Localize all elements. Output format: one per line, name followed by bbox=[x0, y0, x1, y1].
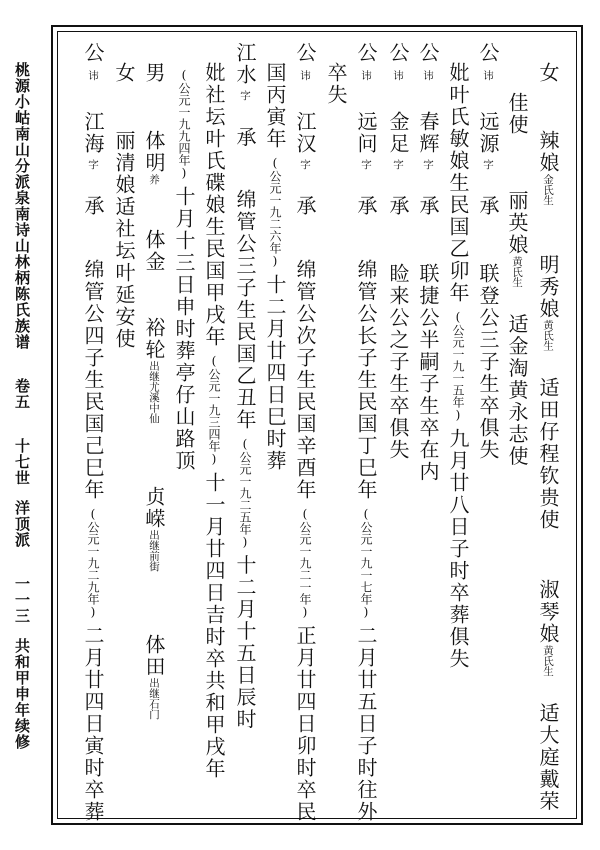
given-name: 江汉 bbox=[293, 110, 317, 155]
son-name: 体金 bbox=[142, 228, 166, 273]
name: 佳使 bbox=[505, 92, 529, 136]
son-name: 体田 bbox=[142, 633, 166, 678]
record: 国丙寅年 bbox=[263, 62, 287, 150]
label-zi: 字 bbox=[360, 158, 372, 169]
mother-note: 黄氏生 bbox=[511, 256, 523, 288]
column-3 bbox=[478, 42, 498, 461]
spine-page: 一一三 bbox=[13, 576, 31, 624]
record: 正月廿四日卯时卒民 bbox=[293, 625, 317, 823]
son-note: 养 bbox=[148, 174, 160, 185]
courtesy-name: 承 bbox=[354, 195, 378, 217]
son-name: 贞嵘 bbox=[142, 485, 166, 530]
courtesy-name: 承 bbox=[233, 126, 257, 149]
record: 十月十三日申时葬亭仔山路顶 bbox=[172, 186, 196, 472]
label-hui: 讳 bbox=[422, 70, 434, 81]
mother-note: 金氏生 bbox=[542, 174, 554, 206]
column-12 bbox=[204, 62, 224, 780]
record: 联登公三子生卒俱失 bbox=[476, 263, 500, 461]
record: 丽清娘适社坛叶延安使 bbox=[112, 130, 136, 350]
record: 妣社坛叶氏碟娘生民国甲戌年 bbox=[202, 62, 226, 348]
courtesy-name: 承 bbox=[476, 195, 500, 217]
label-hui: 讳 bbox=[299, 70, 311, 81]
label-daughter: 女 bbox=[112, 62, 136, 84]
label-zi: 字 bbox=[239, 90, 251, 101]
record: 联捷公半嗣子生卒在内 bbox=[416, 263, 440, 483]
courtesy-name: 承 bbox=[81, 195, 105, 217]
name: 淑琴娘 bbox=[536, 579, 560, 645]
given-name: 江水 bbox=[233, 42, 257, 86]
column-2 bbox=[507, 92, 527, 468]
label-gong: 公 bbox=[416, 42, 440, 64]
spine-volume: 卷五 bbox=[13, 378, 31, 410]
record: 二月廿四日寅时卒葬 bbox=[81, 625, 105, 823]
label-gong: 公 bbox=[81, 42, 105, 64]
label-zi: 字 bbox=[87, 158, 99, 169]
record: 卒失 bbox=[324, 62, 348, 106]
label-zi: 字 bbox=[422, 158, 434, 169]
son-name: 体明 bbox=[142, 130, 166, 174]
label-gong: 公 bbox=[386, 42, 410, 64]
record: 十二月廿四日巳时葬 bbox=[263, 274, 287, 472]
label-gong: 公 bbox=[476, 42, 500, 64]
column-14 bbox=[144, 62, 164, 720]
given-name: 远问 bbox=[354, 110, 378, 155]
name: 辣娘 bbox=[536, 130, 560, 174]
spine bbox=[14, 62, 29, 750]
label-hui: 讳 bbox=[482, 70, 494, 81]
western-year: (公元一九一七年) bbox=[359, 507, 373, 619]
record: 十一月廿四日吉时卒共和甲戌年 bbox=[202, 472, 226, 780]
western-year: (公元一九九四年) bbox=[177, 68, 191, 180]
western-year: (公元一九二五年) bbox=[238, 436, 252, 549]
column-11 bbox=[235, 42, 255, 731]
record: 绵管公长子生民国丁巳年 bbox=[354, 259, 378, 501]
courtesy-name: 承 bbox=[416, 195, 440, 217]
spine-title: 桃源小岵南山分派泉南诗山林柄陈氏族谱 bbox=[13, 62, 31, 350]
label-hui: 讳 bbox=[360, 70, 372, 81]
label-zi: 字 bbox=[392, 158, 404, 169]
western-year: (公元一九二九年) bbox=[86, 507, 100, 619]
son-note: 出继尤溪中仙 bbox=[148, 360, 160, 424]
given-name: 远源 bbox=[476, 110, 500, 155]
record: 绵管公次子生民国辛酉年 bbox=[293, 259, 317, 501]
son-note: 出继石门 bbox=[148, 677, 160, 720]
column-13 bbox=[174, 68, 194, 472]
record: 绵管公三子生民国乙丑年 bbox=[233, 188, 257, 431]
spine-edition: 共和甲申年续修 bbox=[13, 638, 31, 750]
column-7 bbox=[356, 42, 376, 823]
mother-note: 黄氏生 bbox=[542, 319, 554, 351]
column-1 bbox=[538, 62, 558, 813]
column-4 bbox=[448, 62, 468, 670]
label-zi: 字 bbox=[299, 158, 311, 169]
column-5 bbox=[418, 42, 438, 483]
record: 十二月十五日辰时 bbox=[233, 554, 257, 731]
label-hui: 讳 bbox=[87, 70, 99, 81]
column-9 bbox=[295, 42, 315, 823]
courtesy-name: 承 bbox=[386, 195, 410, 217]
label-sons: 男 bbox=[142, 62, 166, 84]
given-name: 春辉 bbox=[416, 110, 440, 155]
mother-note: 黄氏生 bbox=[542, 645, 554, 677]
western-year: (公元一九二六年) bbox=[268, 156, 282, 268]
son-note: 出继前街 bbox=[148, 529, 160, 572]
column-16 bbox=[83, 42, 103, 823]
column-15 bbox=[114, 62, 134, 350]
marriage: 适大庭戴荣 bbox=[536, 702, 560, 813]
label-daughter: 女 bbox=[536, 62, 560, 84]
western-year: (公元一九一五年) bbox=[451, 310, 465, 422]
name: 丽英娘 bbox=[505, 190, 529, 256]
record: 绵管公四子生民国己巳年 bbox=[81, 259, 105, 501]
marriage: 适金淘黄永志使 bbox=[505, 313, 529, 468]
son-name: 裕轮 bbox=[142, 316, 166, 361]
record: 九月廿八日子时卒葬俱失 bbox=[446, 428, 470, 670]
label-zi: 字 bbox=[482, 158, 494, 169]
record: 妣叶氏敏娘生民国乙卯年 bbox=[446, 62, 470, 304]
spine-branch: 洋顶派 bbox=[13, 500, 31, 548]
column-6 bbox=[388, 42, 408, 461]
courtesy-name: 承 bbox=[293, 195, 317, 217]
western-year: (公元一九二一年) bbox=[298, 507, 312, 619]
record: 睑来公之子生卒俱失 bbox=[386, 263, 410, 461]
given-name: 金足 bbox=[386, 110, 410, 155]
column-8 bbox=[326, 62, 346, 106]
label-hui: 讳 bbox=[392, 70, 404, 81]
label-gong: 公 bbox=[354, 42, 378, 64]
spine-generation: 十七世 bbox=[13, 438, 31, 486]
record: 二月廿五日子时往外 bbox=[354, 625, 378, 823]
column-10 bbox=[265, 62, 285, 472]
name: 明秀娘 bbox=[536, 253, 560, 320]
given-name: 江海 bbox=[81, 110, 105, 155]
marriage: 适田仔程钦贵使 bbox=[536, 377, 560, 531]
label-gong: 公 bbox=[293, 42, 317, 64]
western-year: (公元一九三四年) bbox=[207, 354, 221, 466]
